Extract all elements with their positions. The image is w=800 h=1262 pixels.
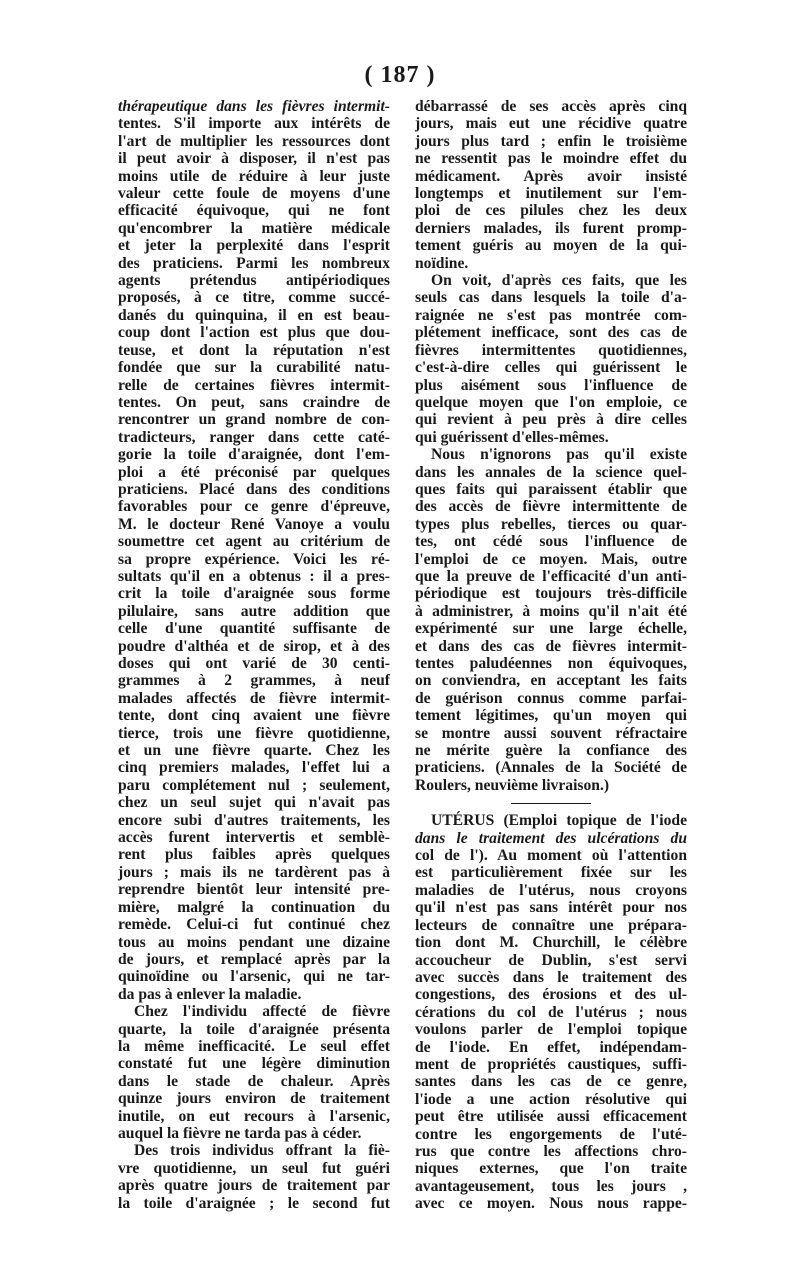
text-line: des accès de fièvre intermittente de (415, 498, 687, 516)
text-line: rencontrer un grand nombre de con- (118, 411, 390, 429)
text-line: vre quotidienne, un seul fut guéri (118, 1159, 390, 1177)
text-line: efficacité équivoque, qui ne font (118, 202, 390, 220)
text-line: praticiens. Placé dans des conditions (118, 480, 390, 498)
text-line: auquel la fièvre ne tarda pas à céder. (118, 1124, 362, 1142)
text-line: tente, dont cinq avaient une fièvre (118, 707, 390, 725)
text-line: quinoïdine ou l'arsenic, qui ne tar- (118, 968, 390, 986)
text-line: seuls cas dans lesquels la toile d'a- (415, 289, 687, 307)
text-line: médicament. Après avoir insisté (415, 167, 687, 185)
text-line: qu'encombrer la matière médicale (118, 219, 390, 237)
text-line: thérapeutique dans les fièvres intermit- (118, 98, 390, 115)
page-number: ( 187 ) (364, 62, 436, 88)
text-line: crit la toile d'araignée sous forme (118, 585, 390, 603)
text-line: de jours, et remplacé après par la (118, 950, 390, 968)
text-line: gorie la toile d'araignée, dont l'em- (118, 446, 390, 464)
text-line: jours plus tard ; enfin le troisième (415, 132, 687, 150)
text-line: cérations du col de l'utérus ; nous (415, 1003, 687, 1021)
text-line: grammes à 2 grammes, à neuf (118, 672, 390, 690)
text-line: longtemps et inutilement sur l'em- (415, 185, 687, 203)
text-line: quelque moyen que l'on emploie, ce (415, 393, 687, 411)
text-line: ploi a été préconisé par quelques (118, 463, 390, 481)
text-line: après quatre jours de traitement par (118, 1177, 390, 1195)
text-line: est particulièrement fixée sur les (415, 864, 687, 882)
text-line: tous au moins pendant une dizaine (118, 933, 390, 951)
text-line: mière, malgré la continuation du (118, 898, 390, 916)
text-line: à administrer, à moins qu'il n'ait été (415, 602, 687, 620)
right-column-block-1 (415, 98, 687, 794)
text-line: moins utile de réduire à leur juste (118, 167, 390, 185)
text-line: Des trois individus offrant la fiè- (134, 1142, 390, 1160)
text-line: relle de certaines fièvres intermit- (118, 376, 390, 394)
text-line: maladies de l'utérus, nous croyons (415, 881, 687, 899)
text-line: qui guérissent d'elles-mêmes. (415, 428, 609, 446)
text-line: tement guéris au moyen de la qui- (415, 237, 687, 255)
text-line: qu'il n'est pas sans intérêt pour nos (415, 899, 687, 917)
text-line: expérimenté sur une large échelle, (415, 620, 687, 638)
text-line: accès furent intervertis et semblè- (118, 829, 390, 847)
text-line: types plus rebelles, tierces ou quar- (415, 515, 687, 533)
text-line: voulons parler de l'emploi topique (415, 1021, 687, 1039)
text-line: On voit, d'après ces faits, que les (431, 272, 687, 290)
text-line: se montre aussi souvent réfractaire (415, 724, 687, 742)
text-line: ques faits qui paraissent établir que (415, 480, 687, 498)
text-line: remède. Celui-ci fut continué chez (118, 916, 390, 934)
text-line: fièvres intermittentes quotidiennes, (415, 341, 687, 359)
text-line: paru complétement nul ; seulement, (118, 776, 390, 794)
text-line: Roulers, neuvième livraison.) (415, 776, 610, 794)
text-line: et un une fièvre quarte. Chez les (118, 742, 390, 760)
text-line: tentes paludéennes non équivoques, (415, 655, 687, 672)
text-line: coup dont l'action est plus que dou- (118, 324, 390, 342)
text-line: celle d'une quantité suffisante de (118, 620, 390, 638)
text-line: teuse, et dont la réputation n'est (118, 341, 390, 359)
text-line: accoucheur de Dublin, s'est servi (415, 951, 687, 969)
text-line: col de l'). Au moment où l'attention (415, 847, 687, 865)
text-line: que la preuve de l'efficacité d'un anti- (415, 567, 687, 585)
text-line: l'iode a une action résolutive qui (415, 1090, 687, 1108)
right-column (415, 98, 687, 1213)
text-line: ne mérite guère la confiance des (415, 742, 687, 760)
text-line: cinq premiers malades, l'effet lui a (118, 759, 390, 777)
text-line: niques externes, que l'on traite (415, 1160, 687, 1178)
text-line: rent plus faibles après quelques (118, 846, 390, 864)
text-line: jours, mais eut une récidive quatre (415, 115, 687, 133)
text-line: ploi de ces pilules chez les deux (415, 202, 687, 220)
text-line: tentes. On peut, sans craindre de (118, 393, 390, 411)
text-line: pilulaire, sans autre addition que (118, 602, 390, 620)
text-line: praticiens. (Annales de la Société de (415, 759, 687, 777)
text-line: débarrassé de ses accès après cinq (415, 98, 687, 115)
text-line: danés du quinquina, il en est beau- (118, 306, 390, 324)
text-line: fondée que sur la curabilité natu- (118, 359, 390, 377)
text-line: encore subi d'autres traitements, les (118, 811, 390, 829)
text-line: dans le stade de chaleur. Après (118, 1072, 390, 1090)
text-line: tes, ont cédé sous l'influence de (415, 533, 687, 551)
text-line: doses qui ont varié de 30 centi- (118, 655, 390, 672)
text-line: peut être utilisée aussi efficacement (415, 1108, 687, 1126)
text-line: sa propre expérience. Voici les ré- (118, 550, 390, 568)
text-line: tradicteurs, ranger dans cette caté- (118, 428, 390, 446)
text-line: tentes. S'il importe aux intérêts de (118, 115, 390, 133)
text-line: malades affectés de fièvre intermit- (118, 689, 390, 707)
text-line: périodique est toujours très-difficile (415, 585, 687, 603)
text-line: Nous n'ignorons pas qu'il existe (431, 446, 687, 464)
right-column-block-2 (415, 812, 687, 1212)
text-line: l'art de multiplier les ressources dont (118, 132, 390, 150)
text-line: favorables pour ce genre d'épreuve, (118, 498, 390, 516)
text-line: sultats qu'il en a obtenus : il a pres- (118, 567, 390, 585)
text-line: de l'iode. En effet, indépendam- (415, 1038, 687, 1056)
text-line: da pas à enlever la maladie. (118, 985, 302, 1003)
text-line: jours ; mais ils ne tardèrent pas à (118, 863, 390, 881)
text-line: c'est-à-dire celles qui guérissent le (415, 359, 687, 377)
text-line: avec succès dans le traitement des (415, 968, 687, 986)
text-line: santes dans les cas de ce genre, (415, 1073, 687, 1091)
text-line: Chez l'individu affecté de fièvre (134, 1003, 390, 1021)
text-line: qui revient à peu près à dire celles (415, 411, 687, 429)
text-line: l'emploi de ce moyen. Mais, outre (415, 550, 687, 568)
text-line: dans le traitement des ulcérations du (415, 829, 687, 847)
text-line: valeur cette foule de moyens d'une (118, 185, 390, 203)
text-line: ne ressentit pas le moindre effet du (415, 150, 687, 168)
text-line: tierce, trois une fièvre quotidienne, (118, 724, 390, 742)
text-line: quinze jours environ de traitement (118, 1090, 390, 1108)
text-line: tion dont M. Churchill, le célèbre (415, 934, 687, 952)
text-line: inutile, on eut recours à l'arsenic, (118, 1107, 390, 1125)
text-line: avec ce moyen. Nous nous rappe- (415, 1195, 687, 1213)
text-line: la même inefficacité. Le seul effet (118, 1037, 390, 1055)
text-line: plétement inefficace, sont des cas de (415, 324, 687, 342)
text-line: poudre d'althéa et de sirop, et à des (118, 637, 390, 655)
text-line: UTÉRUS (Emploi topique de l'iode (431, 812, 687, 830)
text-line: on conviendra, en acceptant les faits (415, 672, 687, 690)
text-line: tement légitimes, qu'un moyen qui (415, 707, 687, 725)
text-line: constaté fut une légère diminution (118, 1055, 390, 1073)
text-line: ment de propriétés caustiques, suffi- (415, 1055, 687, 1073)
text-line: de guérison connus comme parfai- (415, 689, 687, 707)
text-line: avantageusement, tous les jours , (415, 1177, 687, 1195)
text-line: noïdine. (415, 254, 469, 272)
text-line: et dans des cas de fièvres intermit- (415, 637, 687, 655)
text-line: proposés, à ce titre, comme succé- (118, 289, 390, 307)
text-line: plus aisément sous l'influence de (415, 376, 687, 394)
text-line: contre les engorgements de l'uté- (415, 1125, 687, 1143)
text-line: rus que contre les affections chro- (415, 1142, 687, 1160)
text-line: soumettre cet agent au critérium de (118, 533, 390, 551)
text-line: quarte, la toile d'araignée présenta (118, 1020, 390, 1038)
text-line: chez un seul sujet qui n'avait pas (118, 794, 390, 812)
text-line: M. le docteur René Vanoye a voulu (118, 515, 390, 533)
text-line: la toile d'araignée ; le second fut (118, 1194, 390, 1212)
text-line: raignée ne s'est pas montrée com- (415, 306, 687, 324)
text-line: et jeter la perplexité dans l'esprit (118, 237, 390, 255)
text-line: lecteurs de connaître une prépara- (415, 916, 687, 934)
text-line: reprendre bientôt leur intensité pre- (118, 881, 390, 899)
left-column (118, 98, 390, 1212)
text-line: il peut avoir à disposer, il n'est pas (118, 150, 390, 168)
text-line: des praticiens. Parmi les nombreux (118, 254, 390, 272)
text-line: derniers malades, ils furent promp- (415, 219, 687, 237)
text-line: dans les annales de la science quel- (415, 463, 687, 481)
text-line: congestions, des érosions et des ul- (415, 986, 687, 1004)
section-divider (511, 803, 591, 804)
text-line: agents prétendus antipériodiques (118, 272, 390, 290)
